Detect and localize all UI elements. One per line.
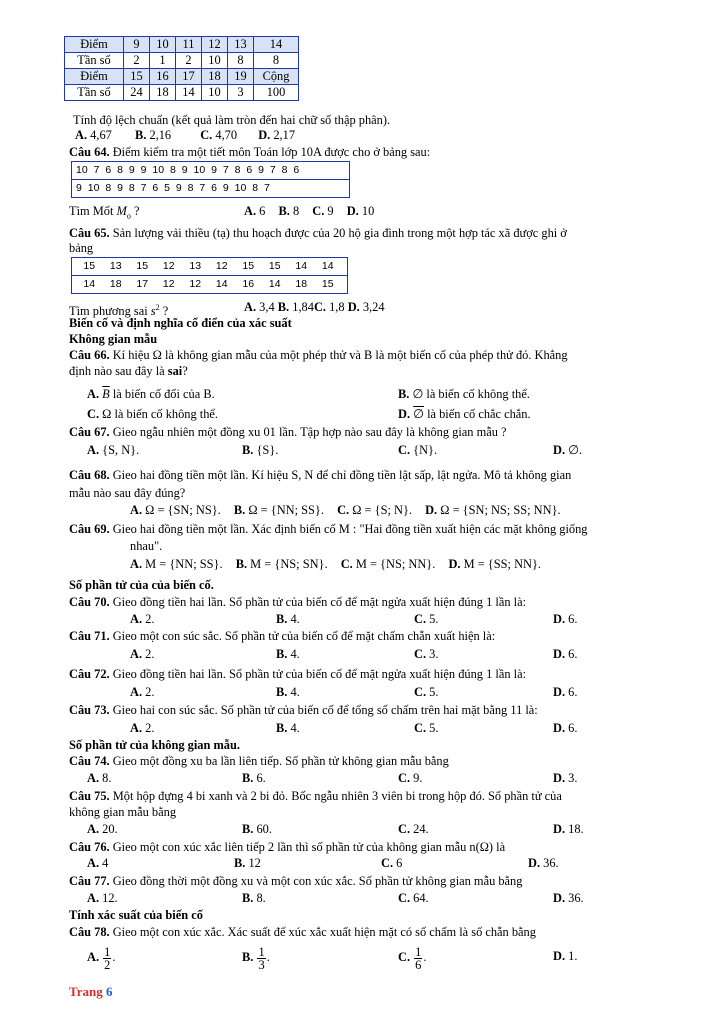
table-row [65,85,299,101]
answer-text: 2. [145,647,155,661]
answer-c: C. 5. [414,721,439,735]
answer-text: 36. [568,891,584,905]
answer-text: 24. [413,822,429,836]
section-heading: Không gian mẫu [69,332,158,346]
question-text: Gieo một con xúc xắc. Xác suất để xúc xắc xuất hiện mặt có số chấm là số chẵn bằng [112,925,536,939]
question-number: Câu 76. [69,840,110,854]
question-72 [69,667,526,682]
table-cell: 11 [176,37,202,53]
question-70 [69,595,526,610]
answer-d: D. 1. [553,949,578,963]
question-number: Câu 69. [69,522,110,536]
answer-text: 6. [568,685,578,699]
data-cell: 12 [162,278,175,290]
answer-b: B. 60. [242,822,272,836]
question-number: Câu 68. [69,468,110,482]
data-cell: 13 [189,260,202,272]
table-cell: 1 [150,53,176,69]
answer-c: C. 5. [414,685,439,699]
answer-text: 9. [413,771,423,785]
question-number: Câu 70. [69,595,110,609]
question-64 [69,145,430,160]
data-cell: 17 [136,278,149,290]
table-cell: 10 [150,37,176,53]
table-cell: 100 [254,85,299,101]
answer-b: B. 4. [276,612,300,626]
answer-b: B. 8. [242,891,266,905]
answer-a: 3,4 [259,300,275,314]
question-77 [69,874,522,889]
question-text: Gieo đồng tiền hai lần. Số phần tử của biến cố để mặt ngửa xuất hiện đúng 1 lần là: [112,595,527,609]
answer-c: C. 5. [414,612,439,626]
fraction [257,946,265,971]
question-text: nhau". [130,539,163,553]
answer-text: 5. [429,685,439,699]
answer-text: 12 [248,856,261,870]
data-row: 10 7 6 8 9 9 10 8 9 10 9 7 8 6 9 7 8 6 [76,164,300,176]
table-cell: 19 [228,69,254,85]
table-cell: Tần số [65,53,124,69]
answer-b: B. 4. [276,685,300,699]
table-cell: 18 [202,69,228,85]
question-text: không gian mẫu bằng [69,805,177,819]
question-67 [69,425,507,440]
answer-b: 8 [292,204,300,218]
question-number: Câu 71. [69,629,110,643]
answer-text: 5. [429,721,439,735]
answer-d: D. 6. [553,721,578,735]
answer-d: D. ∅ là biến cố chắc chắn. [398,407,531,421]
table-cell: Cộng [254,69,299,85]
answer-text: 3. [429,647,439,661]
answer-d: Ω = {SN; NS; SS; NN}. [440,503,561,517]
table-cell: 15 [124,69,150,85]
fraction [103,946,111,971]
data-box [71,257,348,294]
question-text: Gieo hai con súc sắc. Số phần tử của biến cố để tổng số chấm trên hai mặt bằng 11 là: [112,703,538,717]
table-cell: Điểm [65,37,124,53]
answer-text: ∅ là biến cố không thể. [412,387,530,401]
numerator: 1 [258,944,265,959]
question-number: Câu 75. [69,789,110,803]
answer-a: M = {NN; SS}. [145,557,223,571]
answer-d: M = {SS; NN}. [463,557,542,571]
table-cell: 9 [124,37,150,53]
answer-c: C. 64. [398,891,429,905]
question-text: định nào sau đây là [69,364,168,378]
answer-row: A. Ω = {SN; NS}. B. Ω = {NN; SS}. C. Ω = {S; N}. D. Ω = {SN; NS; SS; NN}. [130,503,561,517]
answer-b: B. 6. [242,771,266,785]
answer-c: 1,8 [329,300,345,314]
data-cell: 14 [268,278,281,290]
fraction [414,946,422,971]
answer-a: A. {S, N}. [87,443,140,457]
question-number: Câu 67. [69,425,110,439]
answer-a: A. $\overline{B}$ là biến cố đối của B. [87,387,215,401]
answer-c: Ω = {S; N}. [352,503,412,517]
answer-text: 6. [568,647,578,661]
question-text: mẫu nào sau đây đúng? [69,486,186,500]
denominator: 2 [104,957,111,972]
answer-b: B. 4. [276,721,300,735]
question-75 [69,789,562,804]
answer-d: D. 6. [553,612,578,626]
table-cell: 8 [254,53,299,69]
question-number: Câu 77. [69,874,110,888]
answer-a: A. 20. [87,822,118,836]
question-number: Câu 73. [69,703,110,717]
answer-c: C. 9. [398,771,423,785]
answer-text: 5. [429,612,439,626]
answer-d: D. ∅. [553,443,583,457]
answer-text: ∅. [568,443,583,457]
table-cell: 24 [124,85,150,101]
section-heading: Biến cố và định nghĩa cổ điển của xác suất [69,316,292,330]
answer-d: 3,24 [362,300,385,314]
question-76 [69,840,505,855]
denominator: 6 [415,957,422,972]
answer-text: 4. [290,721,300,735]
question-69 [69,522,588,537]
table-cell: 3 [228,85,254,101]
table-row [65,69,299,85]
answer-text: 2. [145,721,155,735]
answer-d: D. 3. [553,771,578,785]
data-cell: 18 [109,278,122,290]
answer-c: C. 24. [398,822,429,836]
answer-c: 4,70 [215,128,238,142]
question-text: Gieo đồng tiền hai lần. Số phần tử của biến cố để mặt ngửa xuất hiện đúng 1 lần là: [112,667,527,681]
question-ask: Tìm Mốt $M_o$ ? [69,204,140,221]
answer-b: B. 12 [234,856,261,870]
answer-d: 10 [361,204,375,218]
answer-c: M = {NS; NN}. [355,557,436,571]
answer-c: C. 3. [414,647,439,661]
answer-b: 1,84 [292,300,314,314]
data-cell: 14 [215,278,228,290]
answer-text: 6. [256,771,266,785]
answer-c: C. 6 [381,856,403,870]
page-footer [69,984,112,1000]
answer-b: B. ∅ là biến cố không thể. [398,387,530,401]
answer-b: B. {S}. [242,443,279,457]
question-text: Một hộp đựng 4 bi xanh và 2 bi đỏ. Bốc ngẫu nhiên 3 viên bi trong hộp đó. Số phần tử của [112,789,562,803]
question-text: Gieo ngẫu nhiên một đồng xu 01 lần. Tập hợp nào sau đây là không gian mẫu ? [112,425,507,439]
answer-a: A. 2. [130,647,155,661]
answer-a: A. 12. [87,891,118,905]
answer-b: M = {NS; SN}. [250,557,328,571]
emphasis-text: sai [167,364,183,378]
page-number: 6 [105,984,113,999]
table-cell: 2 [124,53,150,69]
question-number: Câu 72. [69,667,110,681]
answer-text: 6. [568,721,578,735]
table-row [65,37,299,53]
answer-c: 9 [327,204,334,218]
table-cell: 13 [228,37,254,53]
data-cell: 15 [83,260,96,272]
answer-text: 36. [543,856,559,870]
answer-text: 18. [568,822,584,836]
answer-b: 2,16 [149,128,172,142]
answer-text: 1. [568,949,578,963]
data-cell: 15 [242,260,255,272]
answer-text: Ω là biến cố không thể. [102,407,219,421]
question-text: Điểm kiểm tra một tiết môn Toán lớp 10A được cho ở bảng sau: [112,145,431,159]
answer-b: B. $\frac{1}{3}$ . [242,944,270,972]
answer-text: là biến cố đối của B. [112,387,215,401]
answer-text: {S, N}. [102,443,140,457]
question-text: Kí hiệu Ω là không gian mẫu của một phép thử và B là một biến cố của phép thử đó. Khẳng [112,348,568,362]
data-cell: 16 [242,278,255,290]
table-cell: 18 [150,85,176,101]
answer-text: là biến cố chắc chắn. [427,407,531,421]
answer-a: 6 [259,204,266,218]
section-heading: Số phần tử của của biến cố. [69,578,214,592]
question-text: Gieo đồng thời một đồng xu và một con xúc xắc. Số phần tử không gian mẫu bằng [112,874,523,888]
question-74 [69,754,449,769]
data-cell: 18 [295,278,308,290]
answer-row: A. M = {NN; SS}. B. M = {NS; SN}. C. M = {NS; NN}. D. M = {SS; NN}. [130,557,542,571]
data-cell: 13 [109,260,122,272]
data-box [71,161,350,198]
answer-a: A. 2. [130,685,155,699]
table-cell: 17 [176,69,202,85]
table-cell: Điểm [65,69,124,85]
data-cell: 12 [162,260,175,272]
data-cell: 15 [321,278,334,290]
table-cell: 12 [202,37,228,53]
question-text: Gieo hai đồng tiền một lần. Kí hiệu S, N để chỉ đồng tiền lật sấp, lật ngửa. Mô tả không gian [112,468,572,482]
answer-text: 8. [102,771,112,785]
answer-d: 2,17 [273,128,296,142]
question-number: Câu 66. [69,348,110,362]
question-number: Câu 65. [69,226,110,240]
answer-text: 20. [102,822,118,836]
answer-text: 60. [256,822,272,836]
question-text: Tính độ lệch chuẩn (kết quả làm tròn đến hai chữ số thập phân). [73,113,391,127]
question-number: Câu 64. [69,145,110,159]
answer-text: {N}. [413,443,438,457]
data-cell: 14 [83,278,96,290]
table-cell: 14 [254,37,299,53]
answer-c: C. Ω là biến cố không thể. [87,407,219,421]
answer-d: D. 6. [553,685,578,699]
answer-text: 6. [568,612,578,626]
question-ask: Tìm phương sai $s^2$ ? [69,303,169,319]
table-row [65,53,299,69]
answer-c: C. $\frac{1}{6}$ . [398,944,427,972]
question-66 [69,348,568,363]
answer-a: A. 8. [87,771,112,785]
frequency-table [64,36,299,101]
answer-text: 2. [145,685,155,699]
answer-text: 12. [102,891,118,905]
answer-text: 4. [290,647,300,661]
question-text: Gieo hai đồng tiền một lần. Xác định biến cố M : "Hai đồng tiền xuất hiện các mặt không giống [112,522,588,536]
table-cell: 2 [176,53,202,69]
question-text: bảng [69,241,94,255]
section-heading: Số phần tử của không gian mẫu. [69,738,240,752]
data-cell: 15 [268,260,281,272]
table-cell: 10 [202,85,228,101]
table-cell: 8 [228,53,254,69]
question-text: Gieo một con súc sắc. Số phần tử của biến cố để mặt chấm chẵn xuất hiện là: [112,629,496,643]
data-cell: 15 [136,260,149,272]
table-cell: 16 [150,69,176,85]
ask-text: Tìm Mốt [69,204,114,218]
question-text: ? [182,364,188,378]
answer-text: 8. [256,891,266,905]
question-number: Câu 74. [69,754,110,768]
data-cell: 14 [295,260,308,272]
question-68 [69,468,571,483]
answer-text: {S}. [256,443,279,457]
question-text-line [69,364,188,379]
table-cell: Tần số [65,85,124,101]
answer-a: A. 2. [130,721,155,735]
answer-text: 2. [145,612,155,626]
ask-text: Tìm phương sai [69,304,148,319]
answer-a: A. $\frac{1}{2}$ . [87,944,116,972]
data-cell: 12 [189,278,202,290]
question-73 [69,703,538,718]
answer-text: 4. [290,612,300,626]
footer-label: Trang [69,984,103,999]
answer-row: A. 3,4 B. 1,84C. 1,8 D. 3,24 [244,300,385,314]
answer-text: 3. [568,771,578,785]
numerator: 1 [104,944,111,959]
data-row: 9 10 8 9 8 7 6 5 9 8 7 6 9 10 8 7 [72,179,349,197]
question-78 [69,925,536,940]
answer-text: 64. [413,891,429,905]
answer-d: D. 36. [553,891,584,905]
question-65 [69,226,567,241]
data-row [72,275,347,293]
answer-a: A. 4 [87,856,109,870]
answer-d: D. 6. [553,647,578,661]
question-text: Sản lượng vải thiều (tạ) thu hoạch được của 20 hộ gia đình trong một hợp tác xã được ghi ở [112,226,567,240]
answer-text: 4. [290,685,300,699]
answer-a: A. 2. [130,612,155,626]
answer-c: C. {N}. [398,443,438,457]
question-71 [69,629,495,644]
question-text: Gieo một con xúc xắc liên tiếp 2 lần thì số phần tử của không gian mẫu n(Ω) là [112,840,506,854]
answer-d: D. 36. [528,856,559,870]
data-cell: 12 [215,260,228,272]
data-cell: 14 [321,260,334,272]
answer-a: 4,67 [90,128,112,142]
answer-text: 6 [396,856,403,870]
question-text: Gieo một đồng xu ba lần liên tiếp. Số phần tử không gian mẫu bằng [112,754,449,768]
denominator: 3 [258,957,265,972]
answer-row: A. 4,67 B. 2,16 C. 4,70 D. 2,17 [75,128,296,142]
question-number: Câu 78. [69,925,110,939]
answer-b: Ω = {NN; SS}. [248,503,324,517]
answer-b: B. 4. [276,647,300,661]
data-row [72,258,347,275]
table-cell: 10 [202,53,228,69]
answer-a: Ω = {SN; NS}. [145,503,221,517]
section-heading: Tính xác suất của biến cố [69,908,203,922]
table-cell: 14 [176,85,202,101]
answer-row: A. 6 B. 8 C. 9 D. 10 [244,204,375,218]
answer-text: 4 [102,856,109,870]
numerator: 1 [415,944,422,959]
answer-d: D. 18. [553,822,584,836]
